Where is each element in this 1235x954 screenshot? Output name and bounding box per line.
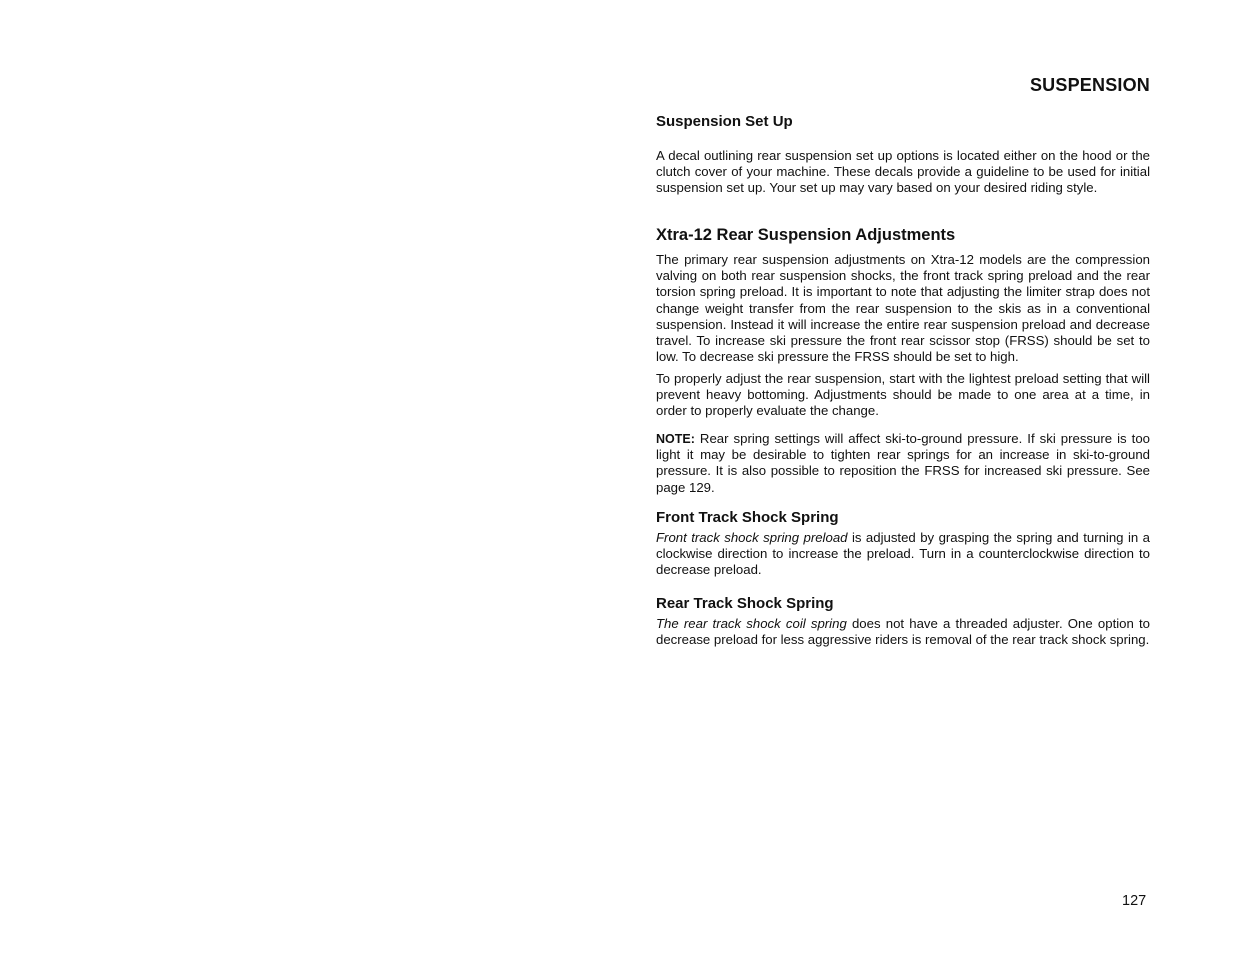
note-text: Rear spring settings will affect ski-to-ground pressure. If ski pressure is too light it may be desirable to tighten rear springs for an increase in ski-to-ground pressure. It is also possible to reposition the FRSS for increased ski pressure. See page 129.: [656, 431, 1150, 495]
xtra12-heading: Xtra-12 Rear Suspension Adjustments: [656, 226, 956, 244]
section-title: SUSPENSION: [1029, 75, 1150, 95]
note-label: NOTE:: [656, 432, 695, 446]
front-track-paragraph: [656, 530, 1150, 579]
page-number: 127: [1122, 893, 1147, 909]
rear-track-text: does not have a threaded adjuster. One option to decrease preload for less aggressive riders is removal of the rear track shock spring.: [656, 616, 1151, 648]
rear-track-paragraph: [656, 616, 1150, 648]
front-track-heading: Front Track Shock Spring: [656, 509, 839, 526]
rear-track-heading: Rear Track Shock Spring: [656, 595, 834, 612]
front-track-italic-lead: Front track shock spring preload: [656, 530, 848, 545]
suspension-setup-paragraph: A decal outlining rear suspension set up options is located either on the hood or the clutch cover of your machine. These decals provide a guideline to be used for initial suspension set up. Your set up may vary based on your desired riding style.: [656, 148, 1150, 196]
suspension-setup-heading: Suspension Set Up: [656, 113, 793, 130]
front-track-text: is adjusted by grasping the spring and turning in a clockwise direction to increase the preload. Turn in a counterclockwise direction to decrease preload.: [656, 530, 1150, 578]
rear-track-italic-lead: The rear track shock coil spring: [656, 616, 847, 631]
xtra12-paragraph-2: To properly adjust the rear suspension, start with the lightest preload setting that will prevent heavy bottoming. Adjustments should be made to one area at a time, in order to properly evaluate the change.: [656, 371, 1150, 419]
xtra12-paragraph-1: The primary rear suspension adjustments on Xtra-12 models are the compression valving on both rear suspension shocks, the front track spring preload and the rear torsion spring preload. It is important to note that adjusting the limiter strap does not change weight transfer from the rear suspension to the skis as in a conventional suspension. Instead it will increase the entire rear suspension preload and decrease travel. To increase ski pressure the front rear scissor stop (FRSS) should be set to low. To decrease ski pressure the FRSS should be set to high.: [656, 252, 1150, 365]
xtra12-note: [656, 431, 1150, 496]
